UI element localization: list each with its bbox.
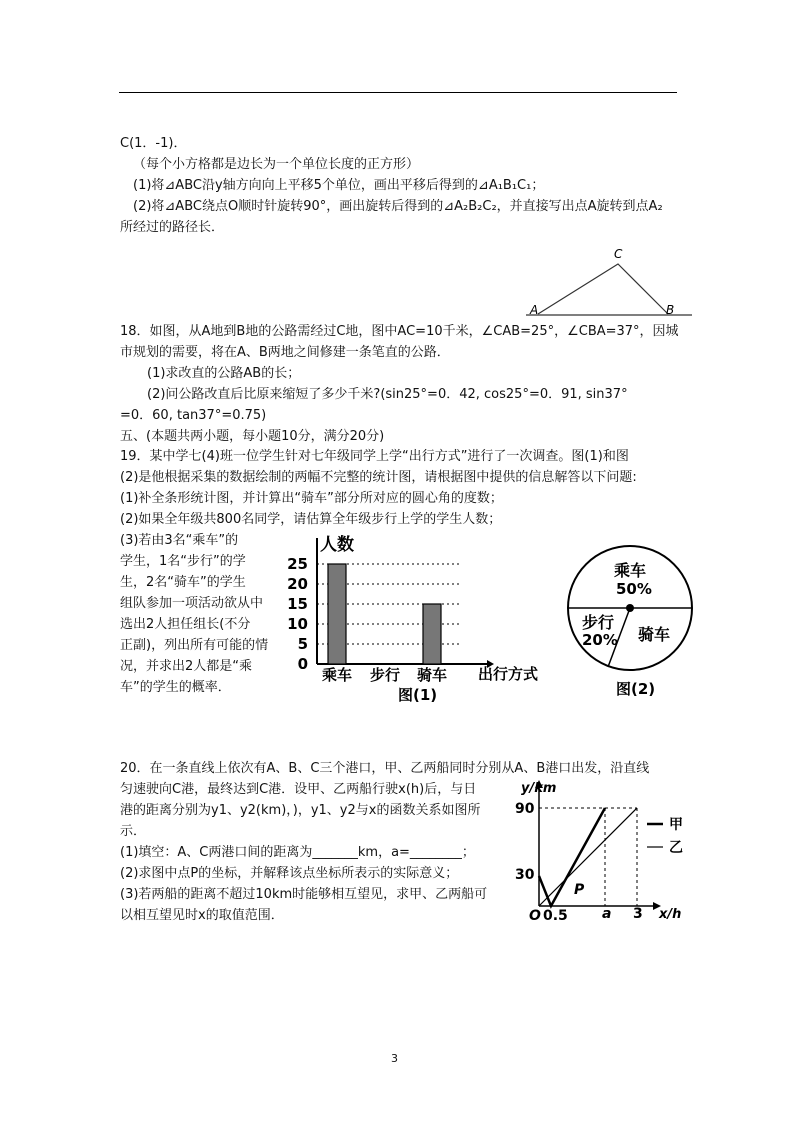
vertex-c-label: C — [614, 247, 623, 261]
pie-slice-label-bike: 骑车 — [638, 625, 671, 644]
text-line: 正副)，列出所有可能的情 — [120, 638, 269, 653]
pie-slice-label-walk: 步行 — [582, 613, 615, 632]
legend-label-yi: 乙 — [669, 840, 683, 856]
y-tick-label: 30 — [515, 867, 535, 883]
line-yi — [539, 808, 637, 906]
origin-label: O — [529, 908, 541, 924]
line-graph-ylabel: y/km — [521, 781, 557, 796]
vertex-a-label: A — [530, 303, 539, 317]
pie-center — [626, 604, 634, 612]
triangle-figure — [520, 244, 695, 320]
text-line: (2)求图中点P的坐标，并解释该点坐标所表示的实际意义； — [120, 866, 459, 881]
pie-slice-percent-walk: 20% — [582, 631, 618, 649]
text-line: (2)将⊿ABC绕点O顺时针旋转90°，画出旋转后得到的⊿A₂B₂C₂，并直接写出点A旋转到点A₂ — [133, 199, 663, 214]
line-graph — [505, 778, 700, 926]
text-line: 18．如图，从A地到B地的公路需经过C地，图中AC=10千米，∠CAB=25°，∠CBA=37°，因城 — [120, 324, 679, 339]
text-line: 车”的学生的概率． — [120, 680, 231, 695]
y-tick-label: 90 — [515, 801, 535, 817]
y-tick-label: 20 — [287, 575, 308, 593]
text-line: (1)将⊿ABC沿y轴方向向上平移5个单位，画出平移后得到的⊿A₁B₁C₁； — [133, 178, 545, 193]
text-line: 况，并求出2人都是“乘 — [120, 659, 253, 674]
pie-slice-label-ride: 乘车 — [614, 561, 647, 580]
x-tick-label: 3 — [633, 906, 643, 922]
x-tick-label: 0.5 — [543, 908, 568, 924]
line-graph-xlabel: x/h — [659, 907, 682, 922]
y-tick-label: 25 — [287, 555, 308, 573]
pie-slice-percent-ride: 50% — [616, 580, 652, 598]
bar-chart — [282, 532, 552, 712]
bar — [328, 564, 346, 664]
text-line: (2)是他根据采集的数据绘制的两幅不完整的统计图，请根据图中提供的信息解答以下问题: — [120, 470, 637, 485]
text-line: 示． — [120, 824, 147, 839]
text-line: 选出2人担任组长(不分 — [120, 617, 251, 632]
legend-label-jia: 甲 — [669, 817, 683, 833]
text-line: (1)补全条形统计图，并计算出“骑车”部分所对应的圆心角的度数； — [120, 491, 503, 506]
x-category-label: 骑车 — [416, 666, 448, 684]
text-line: (2)如果全年级共800名同学，请估算全年级步行上学的学生人数； — [120, 512, 502, 527]
header-rule — [119, 92, 677, 93]
text-line: 以相互望见时x的取值范围． — [120, 908, 284, 923]
x-tick-label: a — [602, 906, 612, 922]
triangle-sides — [538, 264, 668, 314]
text-line: 学生，1名“步行”的学 — [120, 554, 246, 569]
text-line: (2)问公路改直后比原来缩短了多少千米?(sin25°=0．42, cos25°=0．91, sin37° — [147, 387, 628, 402]
y-tick-label: 10 — [287, 615, 308, 633]
bar-chart-xlabel: 出行方式 — [478, 665, 539, 683]
page-number: 3 — [391, 1052, 398, 1065]
text-line: 匀速驶向C港，最终达到C港．设甲、乙两船行驶x(h)后，与日 — [120, 782, 477, 797]
text-line: (1)填空：A、C两港口间的距离为_______km，a=________； — [120, 845, 475, 860]
bar — [423, 604, 441, 664]
text-line: C(1．-1)． — [120, 136, 187, 151]
text-line: 19．某中学七(4)班一位学生针对七年级同学上学“出行方式”进行了一次调查。图(1)和图 — [120, 449, 629, 464]
y-tick-label: 5 — [297, 635, 308, 653]
x-category-label: 乘车 — [321, 666, 353, 684]
line-jia — [539, 808, 605, 906]
text-line: 组队参加一项活动欲从中 — [120, 596, 264, 611]
text-line: 所经过的路径长． — [120, 220, 225, 235]
text-line: (1)求改直的公路AB的长； — [147, 366, 301, 381]
text-line: 生，2名“骑车”的学生 — [120, 575, 246, 590]
text-line: （每个小方格都是边长为一个单位长度的正方形） — [133, 157, 420, 172]
pie-chart-caption: 图(2) — [616, 680, 656, 698]
text-line: (3)若由3名“乘车”的 — [120, 533, 239, 548]
pie-chart — [560, 528, 700, 708]
point-p-label: P — [574, 882, 585, 898]
section-heading: 五、(本题共两小题，每小题10分，满分20分) — [120, 429, 385, 444]
vertex-b-label: B — [666, 303, 675, 317]
text-line: 20．在一条直线上依次有A、B、C三个港口，甲、乙两船同时分别从A、B港口出发，沿直线 — [120, 761, 650, 776]
bar-chart-caption: 图(1) — [398, 686, 438, 704]
x-category-label: 步行 — [369, 666, 401, 684]
text-line: (3)若两船的距离不超过10km时能够相互望见，求甲、乙两船可 — [120, 887, 488, 902]
y-tick-label: 0 — [297, 655, 308, 673]
bar-chart-ylabel: 人数 — [320, 535, 354, 555]
y-tick-label: 15 — [287, 595, 308, 613]
text-line: =0．60, tan37°=0.75) — [120, 408, 267, 423]
text-line: 市规划的需要，将在A、B两地之间修建一条笔直的公路． — [120, 345, 450, 360]
text-line: 港的距离分别为y1、y2(km)，)，y1、y2与x的函数关系如图所 — [120, 803, 481, 818]
